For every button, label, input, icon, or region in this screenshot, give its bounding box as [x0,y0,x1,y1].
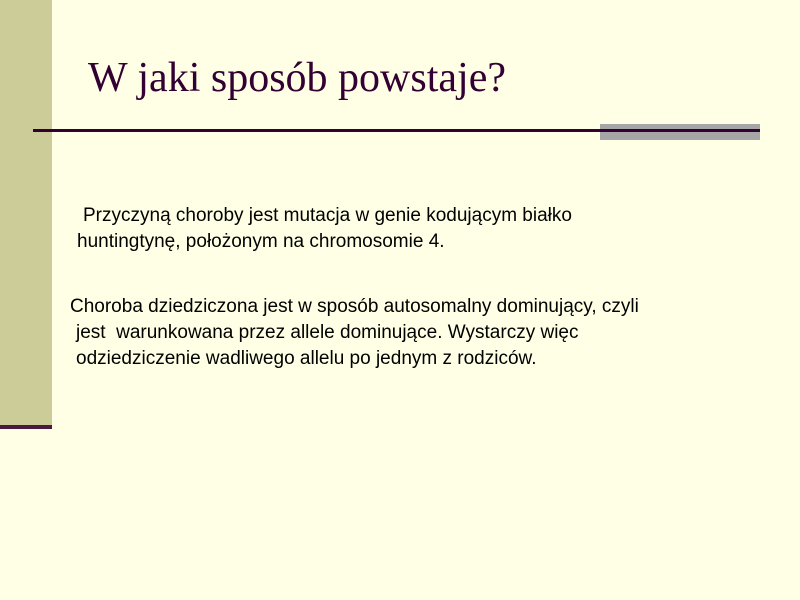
title-divider-gray-bar [600,124,760,140]
side-decoration-bar [0,0,52,426]
paragraph-line: odziedziczenie wadliwego allelu po jednym z rodziców. [76,348,537,369]
paragraph-line: jest warunkowana przez allele dominujące. Wystarczy więc [76,322,579,343]
slide-title: W jaki sposób powstaje? [88,55,506,101]
side-accent-line [0,425,52,429]
paragraph-line: Choroba dziedziczona jest w sposób autosomalny dominujący, czyli [70,296,639,317]
paragraph-inheritance [70,294,770,372]
title-divider-line [33,129,600,132]
paragraph-cause [77,203,717,255]
paragraph-line: huntingtynę, położonym na chromosomie 4. [77,231,445,252]
paragraph-line: Przyczyną choroby jest mutacja w genie kodującym białko [83,205,572,226]
